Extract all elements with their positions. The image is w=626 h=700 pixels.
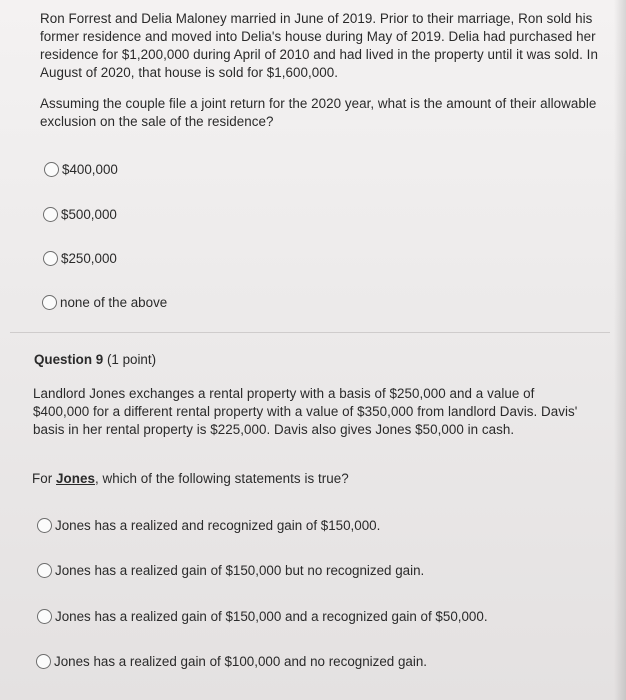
option-label: Jones has a realized and recognized gain of $150,000. (55, 518, 381, 533)
question-8-prompt: Assuming the couple file a joint return for the 2020 year, what is the amount of their allowable exclusion on the sale of the residence? (40, 96, 597, 129)
question-8-scenario: Ron Forrest and Delia Maloney married in June of 2019. Prior to their marriage, Ron sold his former residence and moved into Delia's house during May of 2019. Delia had purchased her residence for $1,200,000 during April of 2010 and had lived in the property until it was sold. In August of 2020, that house is sold for $1,600,000. (40, 11, 598, 80)
q9-option-a[interactable] (37, 518, 380, 533)
prompt-prefix: For (32, 471, 53, 486)
q9-option-c[interactable] (37, 609, 488, 624)
question-9-prompt (32, 470, 592, 488)
q9-option-d[interactable] (36, 654, 427, 669)
option-label: none of the above (60, 295, 168, 310)
option-label: $250,000 (61, 251, 117, 266)
radio-button[interactable] (43, 251, 58, 266)
option-label: Jones has a realized gain of $150,000 but no recognized gain. (55, 563, 425, 578)
question-9-label: Question 9 (34, 352, 104, 367)
option-label: $400,000 (62, 162, 118, 177)
question-9-header (34, 352, 156, 367)
question-divider (10, 332, 610, 333)
radio-button[interactable] (44, 162, 59, 177)
question-9-points: (1 point) (106, 352, 157, 367)
option-label: Jones has a realized gain of $100,000 and no recognized gain. (54, 654, 427, 669)
q8-option-none[interactable] (42, 295, 167, 310)
question-9-scenario: Landlord Jones exchanges a rental property with a basis of $250,000 and a value of $400,000 for a different rental property with a value of $350,000 from landlord Davis. Davis' basis in her rental property is $225,000. Davis also gives Jones $50,000 in cash. (33, 386, 578, 437)
q8-option-400000[interactable] (44, 162, 118, 177)
radio-button[interactable] (36, 654, 51, 669)
prompt-party: Jones (56, 471, 95, 486)
radio-button[interactable] (37, 518, 52, 533)
radio-button[interactable] (37, 609, 52, 624)
radio-button[interactable] (43, 207, 58, 222)
prompt-suffix: , which of the following statements is true? (94, 471, 349, 486)
q8-option-500000[interactable] (43, 207, 117, 222)
q9-option-b[interactable] (37, 563, 424, 578)
radio-button[interactable] (37, 563, 52, 578)
option-label: Jones has a realized gain of $150,000 and a recognized gain of $50,000. (55, 609, 488, 624)
q8-option-250000[interactable] (43, 251, 117, 266)
radio-button[interactable] (42, 295, 57, 310)
option-label: $500,000 (61, 207, 117, 222)
screen-edge-shadow (614, 0, 626, 700)
